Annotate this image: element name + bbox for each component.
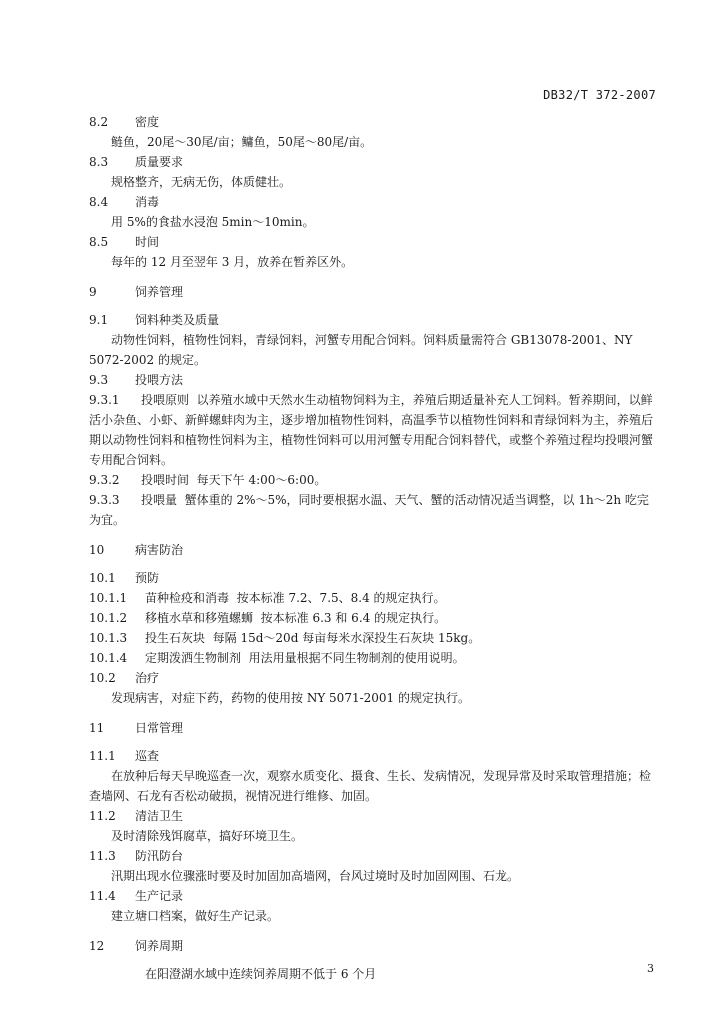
section-number: 8.2 — [89, 115, 109, 129]
section-10-1-2 — [89, 608, 659, 628]
section-title: 饲料种类及质量 — [135, 313, 220, 327]
section-title: 移植水草和移殖螺蛳 — [145, 611, 254, 625]
section-title: 密度 — [135, 115, 160, 129]
section-9-1-heading — [89, 310, 659, 330]
section-11-2-body: 及时清除残饵腐草，搞好环境卫生。 — [111, 829, 304, 843]
document-code: DB32/T 372-2007 — [543, 88, 656, 102]
section-body: 按本标准 6.3 和 6.4 的规定执行。 — [260, 611, 447, 625]
section-number: 11.4 — [89, 889, 116, 903]
section-number: 9.3.3 — [89, 493, 120, 507]
section-number: 9.3.1 — [89, 393, 120, 407]
section-body: 每隔 15d～20d 每亩每米水深投生石灰块 15kg。 — [212, 631, 481, 645]
section-8-5-body: 每年的 12 月至翌年 3 月，放养在暂养区外。 — [111, 255, 354, 269]
section-body: 用法用量根据不同生物制剂的使用说明。 — [248, 651, 465, 665]
section-10-1-heading — [89, 568, 659, 588]
section-title: 治疗 — [135, 671, 160, 685]
section-11-4-body: 建立塘口档案，做好生产记录。 — [111, 909, 280, 923]
section-11-heading — [89, 718, 659, 738]
section-body: 每天下午 4:00～6:00。 — [196, 473, 327, 487]
section-10-1-3 — [89, 628, 659, 648]
section-8-2-heading — [89, 112, 659, 132]
section-10-2-body: 发现病害，对症下药，药物的使用按 NY 5071-2001 的规定执行。 — [111, 691, 471, 705]
section-body: 按本标准 7.2、7.5、8.4 的规定执行。 — [236, 591, 446, 605]
section-number: 11.2 — [89, 809, 116, 823]
section-10-1-4 — [89, 648, 659, 668]
section-9-3-heading — [89, 370, 659, 390]
section-number: 12 — [89, 939, 105, 953]
section-9-3-3 — [89, 490, 659, 530]
section-number: 10.1 — [89, 571, 116, 585]
section-title: 生产记录 — [135, 889, 184, 903]
section-11-1-heading — [89, 746, 659, 766]
section-title: 防汛防台 — [135, 849, 184, 863]
section-number: 10 — [89, 543, 105, 557]
page-number: 3 — [647, 962, 654, 975]
section-11-1-body: 在放种后每天早晚巡查一次，观察水质变化、摄食、生长、发病情况，发现异常及时采取管理措施；检查墙网、石龙有否松动破损，视情况进行维修、加固。 — [89, 769, 652, 803]
section-8-3-body: 规格整齐，无病无伤，体质健壮。 — [111, 175, 292, 189]
section-9-3-2 — [89, 470, 659, 490]
section-9-3-1 — [89, 390, 659, 470]
section-number: 10.2 — [89, 671, 116, 685]
section-11-4-heading — [89, 886, 659, 906]
section-title: 巡查 — [135, 749, 160, 763]
section-12-heading — [89, 936, 659, 956]
section-title: 投生石灰块 — [145, 631, 206, 645]
section-title: 预防 — [135, 571, 160, 585]
section-title: 质量要求 — [135, 155, 184, 169]
section-number: 9.3.2 — [89, 473, 120, 487]
section-title: 病害防治 — [135, 543, 184, 557]
section-title: 饲养周期 — [135, 939, 184, 953]
section-number: 8.5 — [89, 235, 109, 249]
section-number: 8.4 — [89, 195, 109, 209]
section-title: 清洁卫生 — [135, 809, 184, 823]
section-number: 9.3 — [89, 373, 109, 387]
section-8-4-body: 用 5%的食盐水浸泡 5min～10min。 — [111, 215, 315, 229]
section-12-body: 在阳澄湖水域中连续饲养周期不低于 6 个月 — [145, 967, 377, 981]
section-number: 10.1.1 — [89, 591, 128, 605]
section-title: 投喂原则 — [141, 393, 190, 407]
section-title: 日常管理 — [135, 721, 184, 735]
section-8-2-body: 鲢鱼，20尾～30尾/亩；鳙鱼，50尾～80尾/亩。 — [111, 135, 373, 149]
section-number: 11.3 — [89, 849, 116, 863]
section-9-1-body: 动物性饲料，植物性饲料，青绿饲料，河蟹专用配合饲料。饲料质量需符合 GB13078-2001、NY 5072-2002 的规定。 — [89, 333, 633, 367]
section-body: 蟹体重的 2%～5%，同时要根据水温、天气、蟹的活动情况适当调整，以 1h～2h 吃完为宜。 — [89, 493, 649, 527]
section-title: 消毒 — [135, 195, 160, 209]
section-number: 9.1 — [89, 313, 109, 327]
section-10-1-1 — [89, 588, 659, 608]
section-number: 11.1 — [89, 749, 116, 763]
section-number: 10.1.4 — [89, 651, 128, 665]
section-8-3-heading — [89, 152, 659, 172]
section-11-3-body: 汛期出现水位骤涨时要及时加固加高墙网，台风过境时及时加固网围、石龙。 — [111, 869, 520, 883]
section-title: 时间 — [135, 235, 160, 249]
section-title: 投喂方法 — [135, 373, 184, 387]
section-11-2-heading — [89, 806, 659, 826]
section-number: 11 — [89, 721, 105, 735]
section-11-3-heading — [89, 846, 659, 866]
section-body: 以养殖水域中天然水生动植物饲料为主，养殖后期适量补充人工饲料。暂养期间，以鲜活小杂鱼、小虾、新鲜螺蚌肉为主，逐步增加植物性饲料，高温季节以植物性饲料和青绿饲料为主，养殖后期以动物性饲料和植物性饲料为主，植物性饲料可以用河蟹专用配合饲料替代，或整个养殖过程均投喂河蟹专用配合饲料。 — [89, 393, 654, 467]
section-8-4-heading — [89, 192, 659, 212]
section-title: 投喂时间 — [141, 473, 190, 487]
document-body — [89, 112, 659, 984]
section-number: 9 — [89, 285, 97, 299]
section-8-5-heading — [89, 232, 659, 252]
section-number: 8.3 — [89, 155, 109, 169]
section-title: 投喂量 — [141, 493, 178, 507]
section-number: 10.1.3 — [89, 631, 128, 645]
section-9-heading — [89, 282, 659, 302]
section-number: 10.1.2 — [89, 611, 128, 625]
section-title: 饲养管理 — [135, 285, 184, 299]
section-title: 定期泼洒生物制剂 — [145, 651, 242, 665]
section-10-2-heading — [89, 668, 659, 688]
section-title: 苗种检疫和消毒 — [145, 591, 230, 605]
section-10-heading — [89, 540, 659, 560]
